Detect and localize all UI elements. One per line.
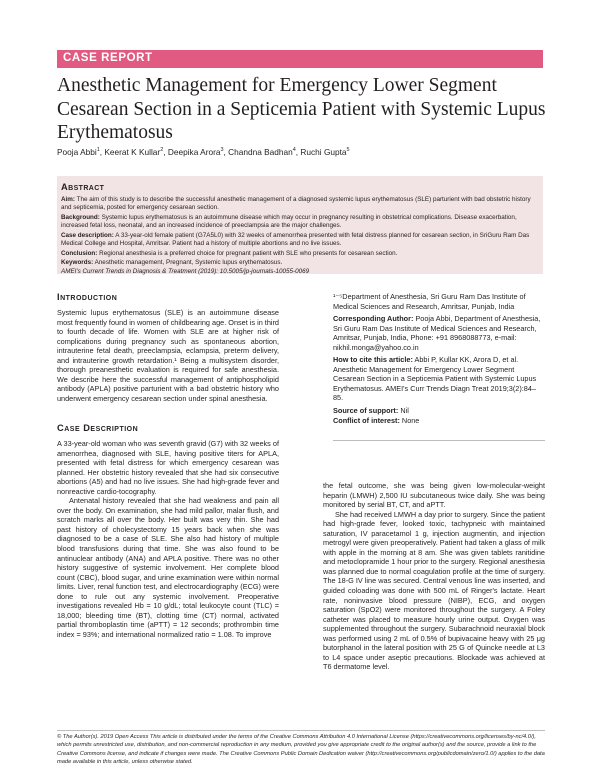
abstract-keywords: Keywords: Anesthetic management, Pregnant, Systemic lupus erythematosus. — [61, 259, 283, 266]
abstract-citation: AMEI's Current Trends in Diagnosis & Treatment (2019): 10.5005/jp-journals-10055-0069 — [61, 268, 310, 275]
corresponding-author: Corresponding Author: Pooja Abbi, Department of Anesthesia, Sri Guru Ram Das Institute of Medical Sciences and Research, Amritsar, Punjab, India, Phone: +91 8968088773, e-mail: nikhil.monga@yahoo.co.in — [333, 314, 541, 352]
right-body-text — [323, 481, 545, 672]
case-report-banner — [57, 50, 543, 68]
introduction-text: Systemic lupus erythematosus (SLE) is an autoimmune disease most frequently found in women of childbearing age. Onset is in third to fourth decade of life. Women with SLE are at higher risk of complications during pregnancy such as spontaneous abortion, intrauterine fetal death, preeclampsia, eclampsia, preterm delivery, and intrauterine growth retardation.¹ Being a multisystem disorder, thorough preanesthetic evaluation is required for safe anesthesia. We describe here the successful management of antiphospholipid antibody (APLA) positive parturient with a bad obstetric history who underwent emergency cesarean section under spinal anesthesia. — [57, 308, 279, 403]
author-list: Pooja Abbi$^1$, Keerat K Kullar$^2$, Deepika Arora$^3$, Chandna Badhan$^4$, Ruchi Gupta$^5$ — [57, 147, 350, 157]
case-report-label: CASE REPORT — [63, 52, 153, 64]
abstract-conclusion: Conclusion: Regional anesthesia is a preferred choice for pregnant patient with SLE who presents for cesarean section. — [61, 250, 398, 257]
conflict-of-interest: Conflict of interest: None — [333, 415, 420, 425]
case-paragraph: A 33-year-old woman who was seventh gravid (G7) with 32 weeks of amenorrhea, diagnosed with SLE, having positive titers for APLA, presented with fetal distress for which emergency cesarean was planned. Her obstetric history revealed that she had six consecutive abortions (A5) and had no live issues. She had high-grade fever and nonreactive cardio-tocography. — [57, 439, 279, 496]
author-name: Pooja Abbi — [57, 147, 97, 157]
how-to-cite: How to cite this article: Abbi P, Kullar KK, Arora D, et al. Anesthetic Management for Emergency Lower Segment Cesarean Section in a Septicemia Patient with Systemic Lupus Erythematosus. AMEI's Curr Trends Diagn Treat 2019;3(2):84–85. — [333, 355, 537, 403]
body-paragraph: the fetal outcome, she was being given low-molecular-weight heparin (LMWH) 2,500 IU subcutaneous twice daily. She was being monitored by serial BT, CT, and aPTT. — [323, 481, 545, 510]
case-description-heading: Case Description — [57, 423, 139, 433]
affiliation-text: ¹⁻⁵Department of Anesthesia, Sri Guru Ram Das Institute of Medical Sciences and Research, Amritsar, Punjab, India — [333, 292, 526, 311]
license-footer: © The Author(s). 2019 Open Access This article is distributed under the terms of the Creative Commons Attribution 4.0 International License (https://creativecommons.org/licenses/by-nc/4.0/), which permits unrestricted use, distribution, and non-commercial reproduction in any medium, provided you give appropriate credit to the original author(s) and the source, provide a link to the Creative Commons license, and indicate if changes were made. The Creative Commons Public Domain Dedication waiver (http://creativecommons.org/publicdomain/zero/1.0/) applies to the data made available in this article, unless otherwise stated. — [57, 734, 545, 765]
body-paragraph: She had received LMWH a day prior to surgery. Since the patient had high-grade fever, looked toxic, tachypneic with maintained saturation, IV paracetamol 1 g, injection augmentin, and injection metrogyl were given preoperatively. Patient had taken a glass of milk with apple in the morning at 8 am. She was given tablets ranitidine and metoclopramide 1 hour prior to the surgery. Regional anesthesia was planned due to normal coagulation profile at the time of surgery. The 18-G IV line was secured. Central venous line was inserted, and guided coloading was done with 500 mL of Ringer's lactate. Heart rate, noninvasive blood pressure (NIBP), ECG, and oxygen saturation (SpO2) were monitored throughout the surgery. A Foley catheter was placed to measure hourly urine output. Oxygen was supplemented throughout the surgery. Subarachnoid neuraxial block was performed using 2 mL of 0.5% of bupivacaine heavy with 25 μg butorphanol in the lateral position with 25 G of Quincke needle at L3 to L4 space under aseptic precautions. Blockade was achieved at T6 dermatome level. — [323, 509, 545, 672]
affiliation-block — [333, 292, 545, 425]
article-title: Anesthetic Management for Emergency Lower Segment Cesarean Section in a Septicemia Patient with Systemic Lupus Erythematosus — [57, 75, 546, 143]
abstract-background: Background: Systemic lupus erythematosus is an autoimmune disease which may occur in pregnancy resulting in obstetrical complications. Disease exacerbation, increased fetal loss, neonatal, and an increased incidence of preeclampsia are the major challenges. — [61, 214, 517, 230]
author-name: Deepika Arora — [167, 147, 221, 157]
abstract-case: Case description: A 33-year-old female patient (G7A5L0) with 32 weeks of amenorrhea presented with fetal distress planned for cesarean section, in SriGuru Ram Das Medical College and Hospital, Amritsar. Patient had a history of multiple abortions and no live issues. — [61, 232, 530, 248]
abstract-heading: Abstract — [61, 182, 105, 192]
introduction-heading: Introduction — [57, 292, 118, 302]
author-name: Keerat K Kullar — [104, 147, 161, 157]
abstract-aim: Aim: The aim of this study is to describe the successful anesthetic management of a diagnosed systemic lupus erythematosus (SLE) parturient with bad obstetric history and septicemia, posted for emergency cesarean section. — [61, 196, 531, 212]
case-description-text — [57, 439, 279, 639]
source-of-support: Source of support: Nil — [333, 406, 409, 416]
case-paragraph: Antenatal history revealed that she had weakness and pain all over the body. On examination, she had mild pallor, malar flush, and scratch marks all over the body. Her built was very thin. She had past history of cholecystectomy 15 years back when she was diagnosed to be a case of SLE. She also had history of multiple blood transfusions during that time. She was also found to be antinuclear antibody (ANA) and APLA positive. There was no other history suggestive of systemic involvement. Her complete blood count (CBC), blood sugar, and urine examination were within normal limits. Liver, renal function test, and electrocardiography (ECG) were done to rule out any systemic involvement. Preoperative investigations revealed Hb = 10 g/dL; total leukocyte count (TLC) = 18,000; bleeding time (BT), clotting time (CT) normal, activated partial thromboplastin time (aPTT) = 12 seconds; prothrombin time index = 93%; and international normalized ratio = 1.08. To improve — [57, 496, 279, 639]
footer-divider — [57, 730, 545, 731]
author-name: Chandna Badhan — [228, 147, 293, 157]
author-name: Ruchi Gupta — [300, 147, 347, 157]
affiliation-divider — [333, 440, 545, 441]
